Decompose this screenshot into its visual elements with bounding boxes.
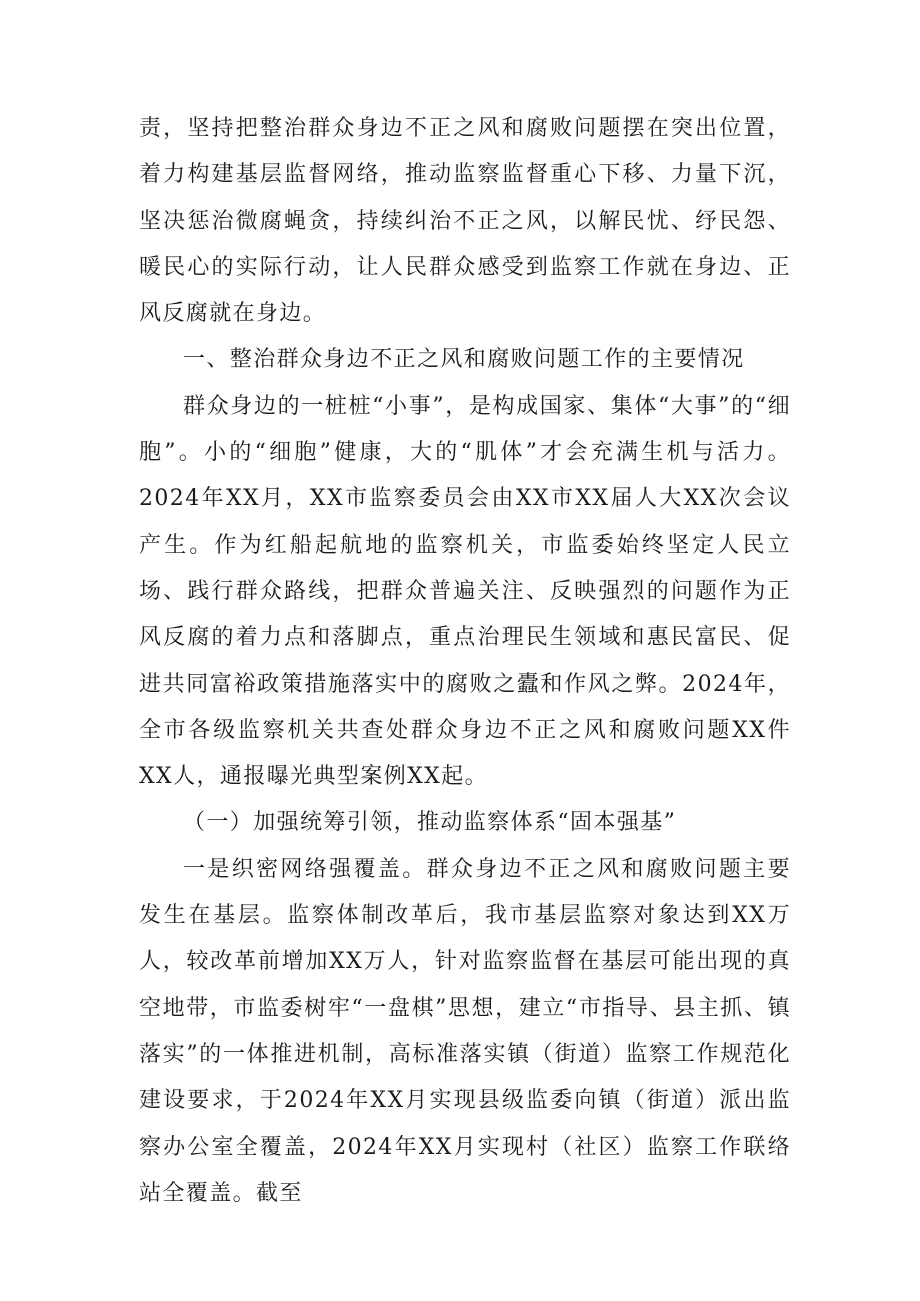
paragraph-continued: 责，坚持把整治群众身边不正之风和腐败问题摆在突出位置，着力构建基层监督网络，推动监察监督重心下移、力量下沉，坚决惩治微腐蝇贪，持续纠治不正之风，以解民忧、纾民怨、暖民心的实际行动，让人民群众感受到监察工作就在身边、正风反腐就在身边。 xyxy=(139,116,791,327)
paragraph-2: 一是织密网络强覆盖。群众身边不正之风和腐败问题主要发生在基层。监察体制改革后，我市基层监察对象达到XX万人，较改革前增加XX万人，针对监察监督在基层可能出现的真空地带，市监委树牢“一盘棋”思想，建立“市指导、县主抓、镇落实”的一体推进机制，高标准落实镇（街道）监察工作规范化建设要求，于2024年XX月实现县级监委向镇（街道）派出监察办公室全覆盖，2024年XX月实现村（社区）监察工作联络站全覆盖。截至 xyxy=(139,856,791,1206)
document-body xyxy=(139,106,791,1217)
paragraph-1: 群众身边的一桩桩“小事”，是构成国家、集体“大事”的“细胞”。小的“细胞”健康，大的“肌体”才会充满生机与活力。2024年XX月，XX市监察委员会由XX市XX届人大XX次会议产生。作为红船起航地的监察机关，市监委始终坚定人民立场、践行群众路线，把群众普遍关注、反映强烈的问题作为正风反腐的着力点和落脚点，重点治理民生领域和惠民富民、促进共同富裕政策措施落实中的腐败之蠹和作风之弊。2024年，全市各级监察机关共查处群众身边不正之风和腐败问题XX件XX人，通报曝光典型案例XX起。 xyxy=(139,393,791,790)
subsection-heading-1: （一）加强统筹引领，推动监察体系“固本强基” xyxy=(183,810,677,836)
section-heading-1: 一、整治群众身边不正之风和腐败问题工作的主要情况 xyxy=(183,347,745,373)
